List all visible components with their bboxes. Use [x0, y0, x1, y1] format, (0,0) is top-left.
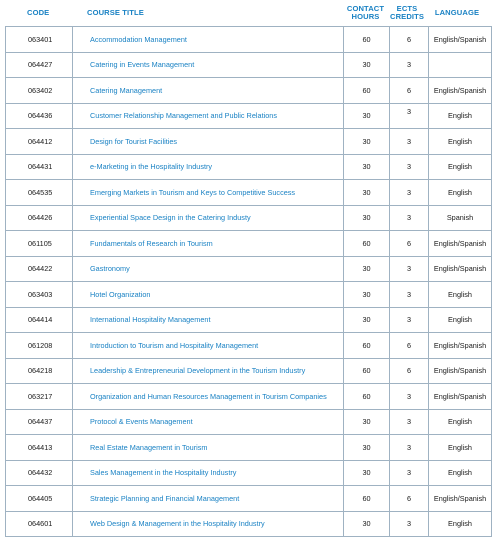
table-row — [6, 103, 492, 129]
course-code: 064427 — [6, 52, 73, 78]
ects-credits: 6 — [390, 333, 429, 359]
course-language: English/Spanish — [429, 486, 492, 512]
course-code: 064422 — [6, 256, 73, 282]
course-language: English — [429, 435, 492, 461]
course-title[interactable]: Catering Management — [73, 78, 344, 104]
table-row — [6, 78, 492, 104]
ects-credits: 3 — [390, 52, 429, 78]
course-language: English/Spanish — [429, 333, 492, 359]
course-title[interactable]: Design for Tourist Facilities — [73, 129, 344, 155]
contact-hours: 30 — [344, 180, 390, 206]
course-code: 063402 — [6, 78, 73, 104]
course-code: 061208 — [6, 333, 73, 359]
header-language: LANGUAGE — [434, 7, 480, 17]
table-row — [6, 231, 492, 257]
course-code: 064405 — [6, 486, 73, 512]
table-row — [6, 307, 492, 333]
course-language: English — [429, 409, 492, 435]
course-language: English — [429, 511, 492, 537]
course-title[interactable]: Web Design & Management in the Hospitality Industry — [73, 511, 344, 537]
course-table — [5, 26, 492, 537]
course-language: English — [429, 129, 492, 155]
course-language: English/Spanish — [429, 27, 492, 53]
course-code: 061105 — [6, 231, 73, 257]
course-code: 064436 — [6, 103, 73, 129]
ects-credits: 3 — [390, 205, 429, 231]
ects-credits: 6 — [390, 27, 429, 53]
course-title[interactable]: Sales Management in the Hospitality Industry — [73, 460, 344, 486]
course-title[interactable]: Emerging Markets in Tourism and Keys to Competitive Success — [73, 180, 344, 206]
contact-hours: 30 — [344, 129, 390, 155]
table-row — [6, 333, 492, 359]
header-credits-line2: CREDITS — [389, 12, 425, 21]
ects-credits: 3 — [390, 180, 429, 206]
table-row — [6, 460, 492, 486]
table-row — [6, 154, 492, 180]
course-title[interactable]: Experiential Space Design in the Catering Industy — [73, 205, 344, 231]
course-title[interactable]: Hotel Organization — [73, 282, 344, 308]
ects-credits: 3 — [390, 256, 429, 282]
course-title[interactable]: Gastronomy — [73, 256, 344, 282]
table-row — [6, 27, 492, 53]
course-code: 064535 — [6, 180, 73, 206]
ects-credits: 3 — [390, 129, 429, 155]
ects-credits: 3 — [390, 103, 429, 129]
contact-hours: 30 — [344, 103, 390, 129]
course-code: 064437 — [6, 409, 73, 435]
course-table-body — [6, 27, 492, 537]
header-credits-line1: ECTS — [396, 3, 418, 13]
contact-hours: 30 — [344, 460, 390, 486]
table-header — [5, 0, 493, 26]
header-contact-hours — [343, 0, 388, 26]
contact-hours: 30 — [344, 307, 390, 333]
course-code: 064218 — [6, 358, 73, 384]
table-row — [6, 435, 492, 461]
course-code: 064413 — [6, 435, 73, 461]
contact-hours: 60 — [344, 358, 390, 384]
ects-credits: 3 — [390, 511, 429, 537]
ects-credits: 3 — [390, 154, 429, 180]
course-language: English — [429, 180, 492, 206]
course-language: English — [429, 282, 492, 308]
course-title[interactable]: Real Estate Management in Tourism — [73, 435, 344, 461]
course-language: English/Spanish — [429, 358, 492, 384]
contact-hours: 60 — [344, 78, 390, 104]
course-language: English/Spanish — [429, 256, 492, 282]
ects-credits: 3 — [390, 282, 429, 308]
contact-hours: 30 — [344, 511, 390, 537]
header-ects-credits — [388, 0, 426, 26]
table-row — [6, 129, 492, 155]
course-title[interactable]: Introduction to Tourism and Hospitality Management — [73, 333, 344, 359]
contact-hours: 60 — [344, 384, 390, 410]
course-title[interactable]: Organization and Human Resources Management in Tourism Companies — [73, 384, 344, 410]
contact-hours: 30 — [344, 282, 390, 308]
contact-hours: 60 — [344, 27, 390, 53]
header-course-title: COURSE TITLE — [87, 7, 144, 17]
course-language: English — [429, 307, 492, 333]
course-language: English — [429, 103, 492, 129]
course-title[interactable]: Leadership & Entrepreneurial Development in the Tourism Industry — [73, 358, 344, 384]
course-code: 064414 — [6, 307, 73, 333]
table-row — [6, 409, 492, 435]
table-row — [6, 180, 492, 206]
course-code: 063217 — [6, 384, 73, 410]
table-row — [6, 205, 492, 231]
contact-hours: 60 — [344, 333, 390, 359]
course-code: 064601 — [6, 511, 73, 537]
table-row — [6, 256, 492, 282]
ects-credits: 3 — [390, 384, 429, 410]
course-title[interactable]: International Hospitality Management — [73, 307, 344, 333]
contact-hours: 30 — [344, 205, 390, 231]
course-code: 064432 — [6, 460, 73, 486]
contact-hours: 30 — [344, 256, 390, 282]
header-code: CODE — [27, 7, 50, 17]
ects-credits: 3 — [390, 435, 429, 461]
course-title[interactable]: Protocol & Events Management — [73, 409, 344, 435]
course-title[interactable]: e-Marketing in the Hospitality Industry — [73, 154, 344, 180]
course-code: 063401 — [6, 27, 73, 53]
ects-credits: 3 — [390, 460, 429, 486]
contact-hours: 60 — [344, 231, 390, 257]
course-title[interactable]: Fundamentals of Research in Tourism — [73, 231, 344, 257]
course-title[interactable]: Customer Relationship Management and Public Relations — [73, 103, 344, 129]
course-language: English — [429, 460, 492, 486]
course-language: English — [429, 154, 492, 180]
table-row — [6, 52, 492, 78]
table-row — [6, 486, 492, 512]
course-code: 064426 — [6, 205, 73, 231]
course-language: English/Spanish — [429, 231, 492, 257]
ects-credits: 6 — [390, 358, 429, 384]
course-title[interactable]: Accommodation Management — [73, 27, 344, 53]
contact-hours: 30 — [344, 52, 390, 78]
header-hours-line1: CONTACT — [346, 3, 385, 13]
course-code: 064412 — [6, 129, 73, 155]
contact-hours: 30 — [344, 409, 390, 435]
ects-credits: 3 — [390, 307, 429, 333]
contact-hours: 30 — [344, 435, 390, 461]
table-row — [6, 358, 492, 384]
table-row — [6, 511, 492, 537]
ects-credits: 3 — [390, 409, 429, 435]
contact-hours: 30 — [344, 154, 390, 180]
course-code: 063403 — [6, 282, 73, 308]
table-row — [6, 384, 492, 410]
ects-credits: 6 — [390, 231, 429, 257]
course-language: Spanish — [429, 205, 492, 231]
header-hours-line2: HOURS — [351, 12, 380, 21]
ects-credits: 6 — [390, 78, 429, 104]
table-row — [6, 282, 492, 308]
course-language: English/Spanish — [429, 78, 492, 104]
course-title[interactable]: Strategic Planning and Financial Management — [73, 486, 344, 512]
course-title[interactable]: Catering in Events Management — [73, 52, 344, 78]
contact-hours: 60 — [344, 486, 390, 512]
course-language — [429, 52, 492, 78]
course-code: 064431 — [6, 154, 73, 180]
course-language: English/Spanish — [429, 384, 492, 410]
ects-credits: 6 — [390, 486, 429, 512]
